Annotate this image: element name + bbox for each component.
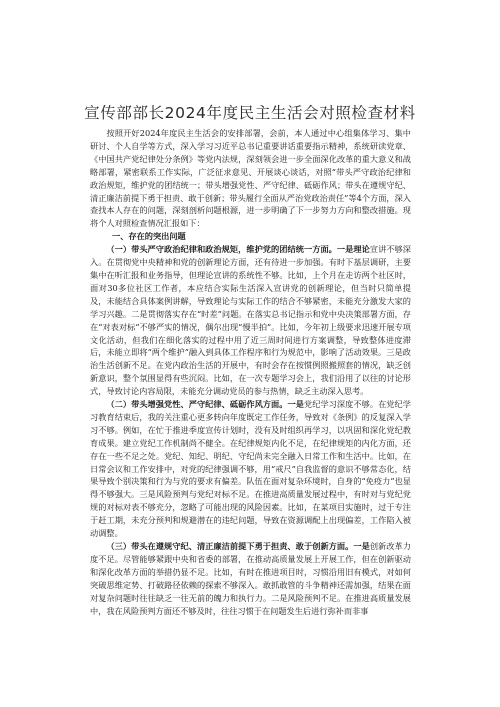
- issue-paragraph-1: [90, 243, 411, 398]
- intro-paragraph: 按照开好2024年度民主生活会的安排部署，会前，本人通过中心组集体学习、集中研讨、个人自学等方式，深入学习习近平总书记重要讲话重要指示精神，系统研读党章、《中国共产党纪律处分条例》等党内法规，深刻领会进一步全面深化改革的重大意义和战略部署，紧密联系工作实际，广泛征求意见、开展谈心谈话，对照“带头严守政治纪律和政治规矩，维护党的团结统一；带头增强党性、严守纪律、砥砺作风；带头在遵规守纪、清正廉洁前提下勇于担责、敢于创新；带头履行全面从严治党政治责任”等4个方面，深入查找本人存在的问题，深刻剖析问题根源，进一步明确了下一步努力方向和整改措施。现将个人对照检查情况汇报如下：: [90, 128, 411, 229]
- issue-text-1: 宣讲不够深入。在贯彻党中央精神和党的创新理论方面，还有待进一步加强。有时下基层调研，主要集中在听汇报和业务指导，但理论宣讲的系统性不够。比如，上个月在走访两个社区时，面对30多位社区工作者，本应结合实际生活深入宣讲党的创新理论，但当时只简单提及，未能结合具体案例讲解，导致理论与实际工作的结合不够紧密，未能充分激发大家的学习兴趣。二是贯彻落实存在“时差”问题。在落实总书记指示和党中央决策部署方面，存在“对表对标”不够严实的情况，偶尔出现“慢半拍”。比如，今年初上级要求迅速开展专项文化活动，但我们在细化落实的过程中用了近三周时间进行方案调整，导致整体进度滞后，未能立即将“两个维护”融入到具体工作程序和行为规范中，影响了活动效果。三是政治生活创新不足。在党内政治生活的开展中，有时会存在按惯例照搬照套的情况，缺乏创新意识，整个氛围显得有些沉闷。比如，在一次专题学习会上，我们沿用了以往的讨论形式，导致讨论内容局限，未能充分调动党员的参与热情，缺乏主动深入思考。: [90, 244, 411, 397]
- page-title: 宣传部部长2024年度民主生活会对照检查材料: [84, 104, 416, 122]
- issue-text-3: 创新改革力度不足。尽管能够紧跟中央和省委的部署，在推动高质量发展上开展工作，但在创新驱动和深化改革方面的举措仍显不足。比如，有时在推进项目时，习惯沿用旧有模式，对如何突破思维定势、打破路径依赖的探索不够深入。敢抓敢管的斗争精神还需加强，结果在面对复杂问题时往往缺乏一往无前的魄力和执行力。二是风险预判不足。在推进高质量发展中，我在风险预判方面还不够及时，往往习惯于在问题发生后进行弥补而非事: [90, 541, 411, 616]
- issue-lead-2: 一是: [287, 399, 304, 410]
- issue-text-2: 党纪学习深度不够。在党纪学习教育结束后，我的关注重心更多转向年度既定工作任务，导致对《条例》的反复深入学习不够。例如，在忙于推进季度宣传计划时，没有及时组织再学习，以巩固和深化党纪教育成果。建立党纪工作机制尚不健全。在纪律规矩内化不足，在纪律规矩的内化方面，还存在一些不足之处。党纪、知纪、明纪、守纪尚未完全融入日常工作和生活中。比如，在日常会议和工作安排中，对党的纪律强调不够，用“戒尺”自我监督的意识不够常态化，结果导致个别决策和行为与党的要求有偏差。队伍在面对复杂环境时，自身的“免疫力”也显得不够强大。三是风险预判与党纪对标不足。在推进高质量发展过程中，有时对与党纪党规的对标对表不够充分，忽略了可能出现的风险因素。比如，在某项目实施时，过于专注于赶工期，未充分预判和规避潜在的违纪问题，导致在资源调配上出现偏差，工作陷入被动调整。: [90, 399, 411, 539]
- issue-paragraph-3: [90, 540, 411, 617]
- section-heading: 一、存在的突出问题: [112, 231, 186, 242]
- issue-heading-2: （二）带头增强党性、严守纪律、砥砺作风方面。: [106, 399, 288, 410]
- issue-lead-3: 一是: [353, 541, 370, 551]
- issue-heading-3: （三）带头在遵规守纪、清正廉洁前提下勇于担责、敢于创新方面。: [106, 541, 354, 551]
- document-body: [90, 127, 411, 617]
- issue-lead-1: 一是理论: [336, 244, 370, 255]
- issue-heading-1: （一）带头严守政治纪律和政治规矩，维护党的团结统一方面。: [106, 244, 337, 255]
- issue-paragraph-2: [90, 398, 411, 540]
